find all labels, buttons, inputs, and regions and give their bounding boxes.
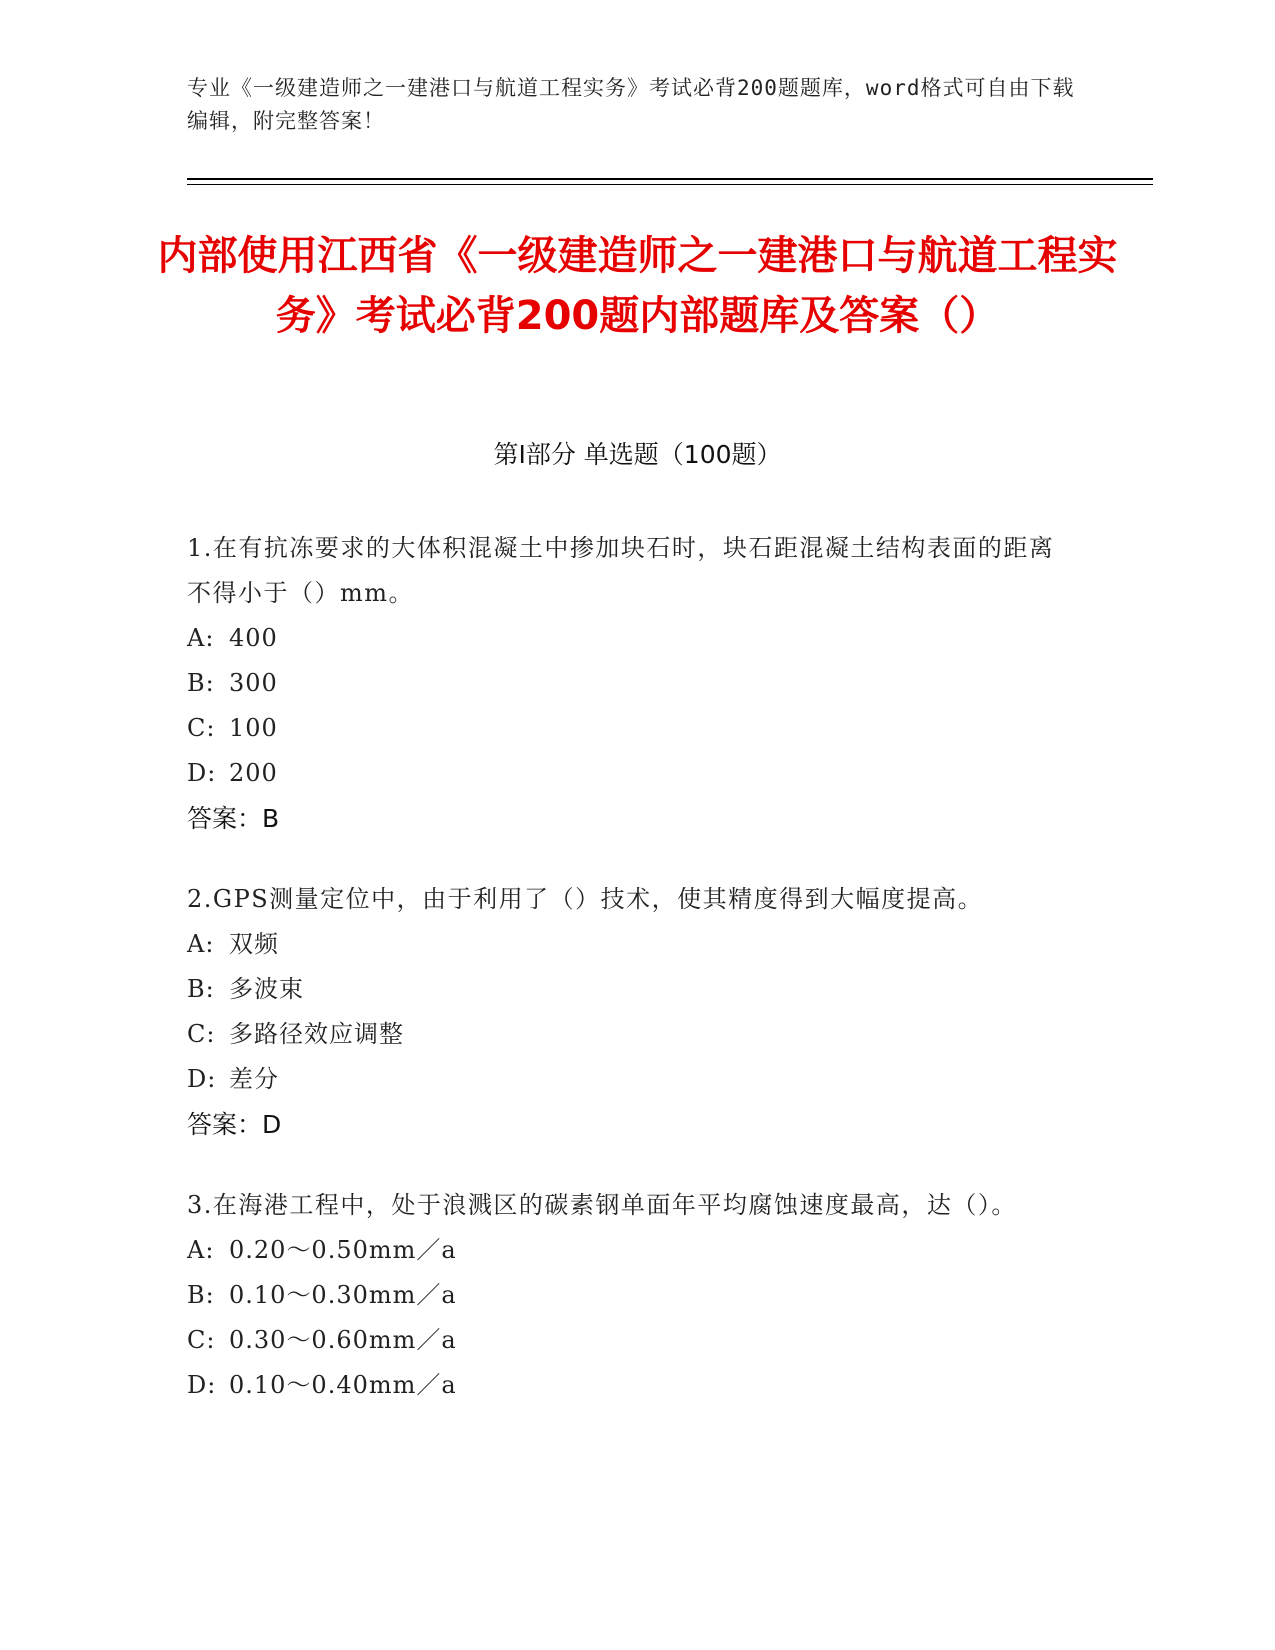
option-d: [187, 751, 1067, 796]
option-c: [187, 1012, 1067, 1057]
section-heading: 第I部分 单选题（100题）: [493, 440, 782, 469]
option-d: [187, 1057, 1067, 1102]
question-stem: 2.GPS测量定位中，由于利用了（）技术，使其精度得到大幅度提高。: [187, 885, 984, 913]
option-key: D:: [187, 1065, 217, 1093]
option-text: 300: [229, 669, 278, 697]
option-key: D:: [187, 1371, 217, 1399]
option-text: 多路径效应调整: [229, 1020, 404, 1048]
option-key: A:: [187, 930, 215, 958]
option-key: A:: [187, 1236, 215, 1264]
option-text: 双频: [229, 930, 279, 958]
option-text: 200: [229, 759, 278, 787]
option-key: B:: [187, 669, 215, 697]
question-list: [187, 526, 1067, 1444]
option-a: [187, 922, 1067, 967]
answer-line: 答案：D: [187, 1110, 282, 1139]
option-text: 0.30～0.60mm／a: [229, 1326, 457, 1354]
option-text: 差分: [229, 1065, 279, 1093]
option-text: 多波束: [229, 975, 304, 1003]
question-stem: 3.在海港工程中，处于浪溅区的碳素钢单面年平均腐蚀速度最高，达（）。: [187, 1191, 1017, 1219]
option-b: [187, 1273, 1067, 1318]
header-rule-thin: [187, 184, 1153, 185]
option-text: 400: [229, 624, 278, 652]
option-a: [187, 1228, 1067, 1273]
header-note: 专业《一级建造师之一建港口与航道工程实务》考试必背200题题库，word格式可自由下载编辑，附完整答案！: [187, 76, 1075, 133]
option-key: B:: [187, 1281, 215, 1309]
option-key: D:: [187, 759, 217, 787]
option-key: C:: [187, 1326, 216, 1354]
option-key: C:: [187, 1020, 216, 1048]
question-stem: 1.在有抗冻要求的大体积混凝土中掺加块石时，块石距混凝土结构表面的距离不得小于（）mm。: [187, 534, 1055, 607]
option-c: [187, 706, 1067, 751]
question-2: [187, 877, 1067, 1147]
option-key: C:: [187, 714, 216, 742]
option-text: 0.10～0.30mm／a: [229, 1281, 457, 1309]
option-key: B:: [187, 975, 215, 1003]
option-text: 0.10～0.40mm／a: [229, 1371, 457, 1399]
question-1: [187, 526, 1067, 841]
option-text: 100: [229, 714, 278, 742]
answer-line: 答案：B: [187, 804, 280, 833]
option-key: A:: [187, 624, 215, 652]
question-3: [187, 1183, 1067, 1408]
option-a: [187, 616, 1067, 661]
document-title: 内部使用江西省《一级建造师之一建港口与航道工程实务》考试必背200题内部题库及答案（）: [157, 233, 1118, 339]
option-c: [187, 1318, 1067, 1363]
option-d: [187, 1363, 1067, 1408]
option-b: [187, 661, 1067, 706]
option-text: 0.20～0.50mm／a: [229, 1236, 457, 1264]
option-b: [187, 967, 1067, 1012]
header-rule-thick: [187, 178, 1153, 180]
